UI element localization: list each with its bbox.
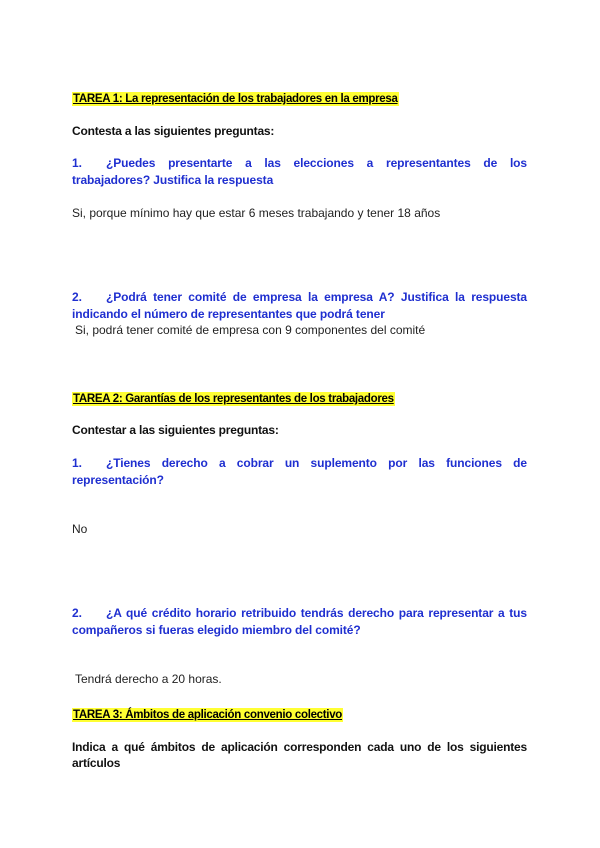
question-number: 2.: [72, 290, 82, 304]
tarea2-instruction: Contestar a las siguientes preguntas:: [72, 423, 279, 437]
question-number: 1.: [72, 156, 82, 170]
tarea3-heading: [72, 705, 527, 723]
tarea2-title: TAREA 2: Garantías de los representantes de los trabajadores: [73, 393, 394, 405]
tarea2-answer-1: No: [72, 522, 88, 536]
tarea1-question-2: [72, 289, 527, 323]
tarea1-title: TAREA 1: La representación de los trabajadores en la empresa: [73, 93, 398, 105]
tarea1-answer-2: Si, podrá tener comité de empresa con 9 componentes del comité: [75, 323, 426, 337]
tarea1-heading: [72, 89, 527, 107]
question-text: ¿Podrá tener comité de empresa la empresa A? Justifica la respuesta indicando el número de representantes que podrá tener: [72, 290, 527, 321]
tarea2-question-1: [72, 455, 527, 489]
tarea2-question-2: [72, 605, 527, 639]
tarea2-heading: [72, 389, 527, 407]
question-text: ¿Puedes presentarte a las elecciones a representantes de los trabajadores? Justifica la respuesta: [72, 156, 527, 187]
question-number: 1.: [72, 456, 82, 470]
question-text: ¿Tienes derecho a cobrar un suplemento por las funciones de representación?: [72, 456, 527, 487]
question-number: 2.: [72, 606, 82, 620]
tarea3-instruction: Indica a qué ámbitos de aplicación corresponden cada uno de los siguientes artículos: [72, 740, 527, 770]
tarea1-instruction: Contesta a las siguientes preguntas:: [72, 124, 275, 138]
tarea2-answer-2: Tendrá derecho a 20 horas.: [75, 672, 222, 686]
tarea1-answer-1: Si, porque mínimo hay que estar 6 meses trabajando y tener 18 años: [72, 206, 441, 220]
question-text: ¿A qué crédito horario retribuido tendrás derecho para representar a tus compañeros si fueras elegido miembro del comité?: [72, 606, 527, 637]
tarea1-question-1: [72, 155, 527, 189]
tarea3-title: TAREA 3: Ámbitos de aplicación convenio colectivo: [73, 709, 343, 721]
